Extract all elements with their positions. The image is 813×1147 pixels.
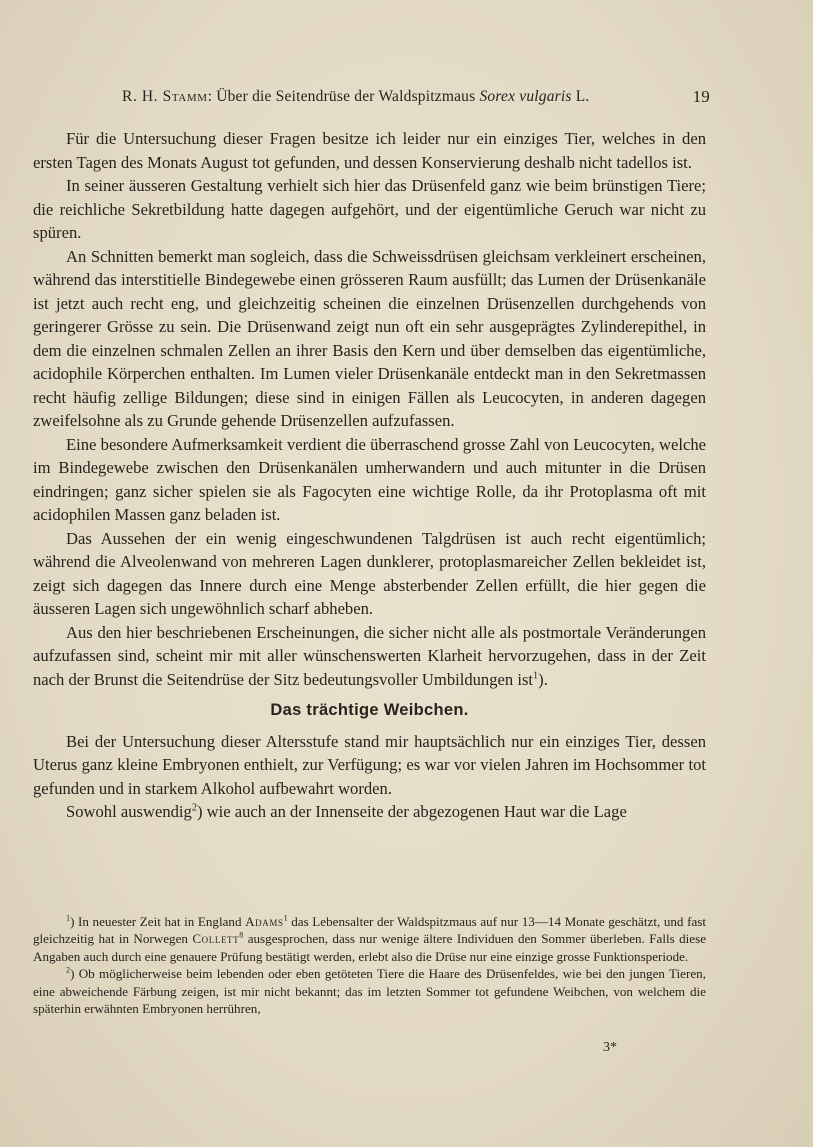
species-author: L. <box>575 88 590 105</box>
main-text <box>33 127 706 824</box>
footnote-mark: 2 <box>66 965 71 975</box>
footnote-text: ausgesprochen, dass nur wenige ältere Individuen den Sommer überleben. Falls diese Angaben auch durch eine genauere Prüfung bestätigt werden, erlebt also die Drüse nur eine einzige grosse Funktionsperiode. <box>33 931 707 964</box>
paragraph-end: ). <box>538 669 548 689</box>
footnote-mark: 1 <box>66 913 71 923</box>
species-name: Sorex vulgaris <box>479 88 572 105</box>
author-reference: Adams <box>245 914 284 929</box>
page-number: 19 <box>692 87 710 106</box>
footnotes <box>33 913 706 1017</box>
paragraph: Das Aussehen der ein wenig eingeschwundenen Talgdrüsen ist auch recht eigentümlich; während die Alveolenwand von mehreren Lagen dunklerer, protoplasmareicher Zellen bekleidet ist, zeigt sich dagegen das Innere durch eine Menge absterbender Zellen erfüllt, die hier gegen die äusseren Lagen sich ungewöhnlich scharf abheben. <box>33 528 706 618</box>
running-title <box>122 88 589 106</box>
paragraph: Für die Untersuchung dieser Fragen besitze ich leider nur ein einziges Tier, welches in den ersten Tagen des Monats August tot gefunden, und dessen Konservierung deshalb nicht tadellos ist. <box>33 129 706 172</box>
citation-ref: 8 <box>239 931 244 941</box>
footnote-text: ) In neuester Zeit hat in England <box>70 914 246 929</box>
footnote-ref: 1 <box>533 669 539 681</box>
paragraph: An Schnitten bemerkt man sogleich, dass die Schweissdrüsen gleichsam verkleinert erscheinen, während das interstitielle Bindegewebe einen grösseren Raum ausfüllt; das Lumen der Drüsenkanäle ist jetzt auch recht eng, und gleichzeitig scheinen die einzelnen Drüsenzellen durchgehends von geringerer Grösse zu sein. Die Drüsenwand zeigt nun oft ein sehr ausgeprägtes Zylinderepithel, in dem die einzelnen schmalen Zellen an ihrer Basis den Kern und über demselben das eigentümliche, acidophile Körperchen enthalten. Im Lumen vieler Drüsenkanäle entdeckt man in den Sekretmassen recht häufig zellige Bildungen; diese sind in einigen Fällen als Leucocyten, in anderen dagegen zweifelsohne als zu Grunde gehende Drüsenzellen aufzufassen. <box>33 246 706 430</box>
paragraph: Bei der Untersuchung dieser Altersstufe stand mir hauptsächlich nur ein einziges Tier, dessen Uterus ganz kleine Embryonen enthielt, zur Verfügung; es war vor vielen Jahren im Hochsommer tot gefunden und in starkem Alkohol aufbewahrt worden. <box>33 731 706 798</box>
footnote <box>33 913 706 965</box>
footnote-text: das Lebensalter der Waldspitzmaus auf nur 13—14 Monate geschätzt, und fast gleichzeitig hat in Norwegen <box>33 914 706 947</box>
article-title: Über die Seitendrüse der Waldspitzmaus <box>216 88 476 105</box>
signature-mark: 3* <box>603 1040 617 1055</box>
footnote <box>33 965 706 1017</box>
footnote-ref: 2 <box>191 802 197 814</box>
paragraph <box>33 800 706 824</box>
footnote-text: ) Ob möglicherweise beim lebenden oder eben getöteten Tiere die Haare des Drüsenfeldes, wie bei den jungen Tieren, eine abweichende Färbung zeigen, ist mir nicht bekannt; das im letzten Sommer tot gefundene Weibchen, von welchem die späterhin erwähnten Embryonen herrühren, <box>33 966 706 1017</box>
author-name: R. H. Stamm <box>122 88 208 105</box>
running-header <box>122 88 710 112</box>
header-separator: : <box>207 88 213 105</box>
paragraph-text: Sowohl auswendig <box>66 802 192 821</box>
section-heading: Das trächtige Weibchen. <box>270 701 469 719</box>
citation-ref: 1 <box>283 913 288 923</box>
paragraph: Eine besondere Aufmerksamkeit verdient die überraschend grosse Zahl von Leucocyten, welche im Bindegewebe zwischen den Drüsenkanälen umherwandern und auch mitunter in die Drüsen eindringen; ganz sicher spielen sie als Fagocyten eine wichtige Rolle, da ihr Protoplasma oft mit acidophilen Massen ganz beladen ist. <box>33 434 706 524</box>
paragraph-text: ) wie auch an der Innenseite der abgezogenen Haut war die Lage <box>196 802 627 821</box>
author-reference: Collett <box>192 931 240 947</box>
paragraph: In seiner äusseren Gestaltung verhielt sich hier das Drüsenfeld ganz wie beim brünstigen Tiere; die reichliche Sekretbildung hatte dagegen aufgehört, und der eigentümliche Geruch war nicht zu spüren. <box>33 176 706 242</box>
paragraph-text: Aus den hier beschriebenen Erscheinungen, die sicher nicht alle als postmortale Veränderungen aufzufassen sind, scheint mir mit aller wünschenswerten Klarheit hervorzugehen, dass in der Zeit nach der Brunst die Seitendrüse der Sitz bedeutungsvoller Umbildungen ist <box>33 622 706 689</box>
paragraph <box>33 621 706 692</box>
